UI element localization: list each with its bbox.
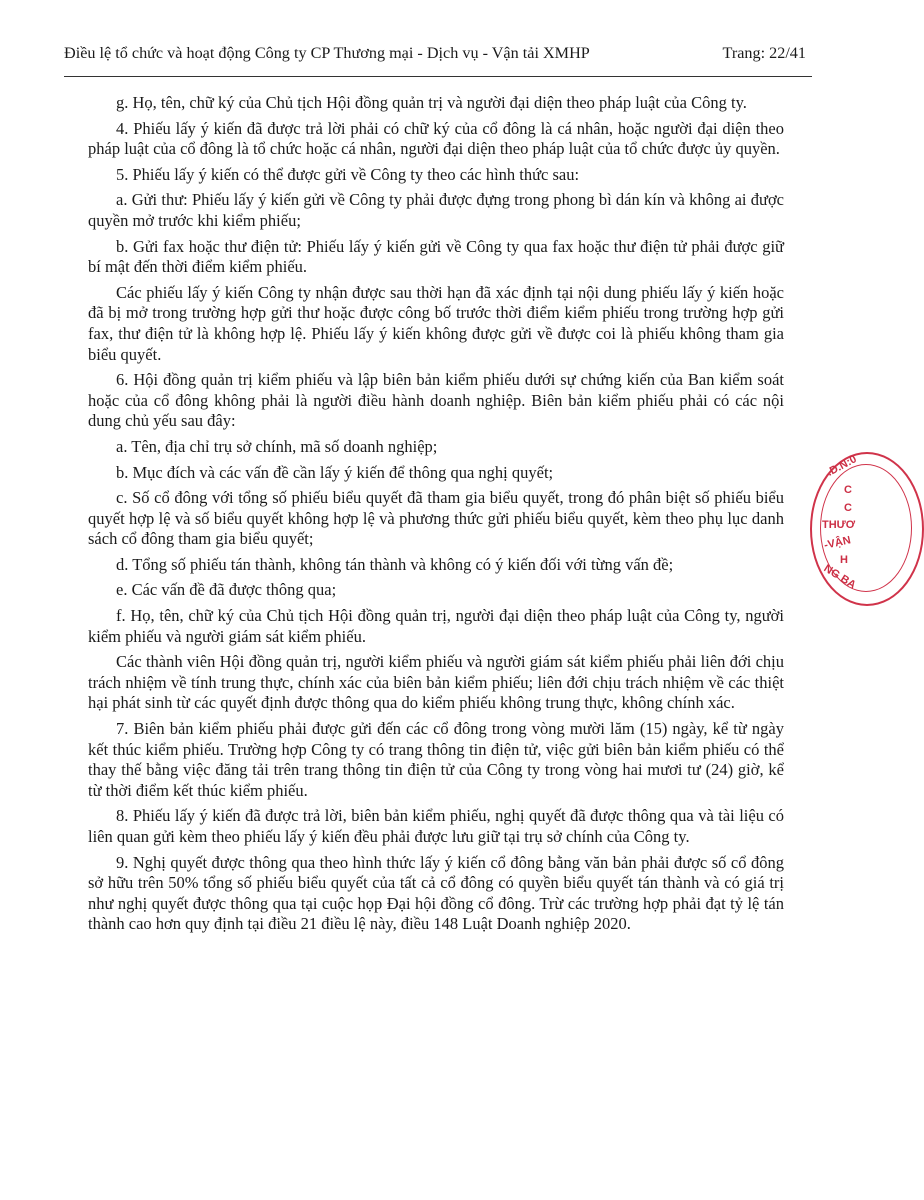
document-title: Điều lệ tổ chức và hoạt động Công ty CP Thương mại - Dịch vụ - Vận tải XMHP: [64, 44, 590, 62]
paragraph: b. Gửi fax hoặc thư điện tử: Phiếu lấy ý kiến gửi về Công ty qua fax hoặc thư điện tử phải được giữ bí mật đến thời điểm kiểm phiếu.: [88, 236, 784, 277]
paragraph: 6. Hội đồng quản trị kiểm phiếu và lập biên bản kiểm phiếu dưới sự chứng kiến của Ban kiểm soát hoặc của cổ đông không phải là người điều hành doanh nghiệp. Biên bản kiểm phiếu phải có các nội dung chủ yếu sau đây:: [88, 370, 784, 431]
stamp-line: THƯƠ: [822, 519, 856, 531]
paragraph: 4. Phiếu lấy ý kiến đã được trả lời phải có chữ ký của cổ đông là cá nhân, hoặc người đại diện theo pháp luật của cổ đông là tổ chức hoặc cá nhân, người đại diện theo pháp luật của tổ chức được ủy quyền.: [88, 118, 784, 159]
stamp-line: C: [844, 484, 852, 496]
stamp-line: C: [844, 502, 852, 514]
paragraph: c. Số cổ đông với tổng số phiếu biểu quyết đã tham gia biểu quyết, trong đó phân biệt số phiếu biểu quyết hợp lệ và số biểu quyết không hợp lệ và phương thức gửi phiếu biểu quyết, kèm theo phụ lục danh sách cổ đông tham gia biểu quyết;: [88, 488, 784, 549]
stamp-line: .D.N:0: [825, 453, 859, 479]
paragraph: 7. Biên bản kiểm phiếu phải được gửi đến các cổ đông trong vòng mười lăm (15) ngày, kể từ ngày kết thúc kiểm phiếu. Trường hợp Công ty có trang thông tin điện tử, việc gửi biên bản kiểm phiếu có thể thay thế bằng việc đăng tải trên trang thông tin điện tử của Công ty trong vòng hai mươi tư (24) giờ, kể từ thời điểm kết thúc kiểm phiếu.: [88, 719, 784, 800]
stamp-line: H: [840, 554, 848, 566]
header-divider: [64, 76, 812, 77]
paragraph: Các phiếu lấy ý kiến Công ty nhận được sau thời hạn đã xác định tại nội dung phiếu lấy ý kiến hoặc đã bị mở trong trường hợp gửi thư hoặc được công bố trước thời điểm kiểm phiếu trong trường hợp gửi fax, thư điện tử là không hợp lệ. Phiếu lấy ý kiến không được gửi về được coi là phiếu không tham gia biểu quyết.: [88, 282, 784, 364]
stamp-line: NG BA: [821, 562, 858, 592]
document-body: [88, 93, 784, 940]
paragraph: a. Gửi thư: Phiếu lấy ý kiến gửi về Công ty phải được đựng trong phong bì dán kín và không ai được quyền mở trước khi kiểm phiếu;: [88, 190, 784, 230]
paragraph: e. Các vấn đề đã được thông qua;: [116, 580, 337, 600]
paragraph: a. Tên, địa chỉ trụ sở chính, mã số doanh nghiệp;: [116, 436, 438, 456]
stamp-text: [816, 454, 916, 604]
paragraph: d. Tổng số phiếu tán thành, không tán thành và không có ý kiến đối với từng vấn đề;: [116, 554, 674, 574]
company-seal-stamp: [810, 452, 924, 606]
paragraph: b. Mục đích và các vấn đề cần lấy ý kiến để thông qua nghị quyết;: [116, 462, 554, 482]
paragraph: Các thành viên Hội đồng quản trị, người kiểm phiếu và người giám sát kiểm phiếu phải liên đới chịu trách nhiệm về tính trung thực, chính xác của biên bản kiểm phiếu; liên đới chịu trách nhiệm về các thiệt hại phát sinh từ các quyết định được thông qua do kiểm phiếu không trung thực, không chính xác.: [88, 652, 784, 713]
paragraph: 9. Nghị quyết được thông qua theo hình thức lấy ý kiến cổ đông bằng văn bản phải được số cổ đông sở hữu trên 50% tổng số phiếu biểu quyết của tất cả cổ đông có quyền biểu quyết tán thành và có giá trị như nghị quyết được thông qua tại cuộc họp Đại hội đồng cổ đông. Trừ các trường hợp phải đạt tỷ lệ tán thành cao hơn quy định tại điều 21 điều lệ này, điều 148 Luật Doanh nghiệp 2020.: [88, 852, 784, 934]
paragraph: f. Họ, tên, chữ ký của Chủ tịch Hội đồng quản trị, người đại diện theo pháp luật của Công ty, người kiểm phiếu và người giám sát kiểm phiếu.: [88, 606, 784, 646]
page-number: Trang: 22/41: [722, 44, 806, 62]
paragraph: 5. Phiếu lấy ý kiến có thể được gửi về Công ty theo các hình thức sau:: [116, 164, 580, 184]
stamp-line: -VẬN: [823, 534, 852, 552]
paragraph: g. Họ, tên, chữ ký của Chủ tịch Hội đồng quản trị và người đại diện theo pháp luật của Công ty.: [116, 93, 747, 112]
paragraph: 8. Phiếu lấy ý kiến đã được trả lời, biên bản kiểm phiếu, nghị quyết đã được thông qua và tài liệu có liên quan gửi kèm theo phiếu lấy ý kiến đều phải được lưu giữ tại trụ sở chính của Công ty.: [88, 806, 784, 846]
